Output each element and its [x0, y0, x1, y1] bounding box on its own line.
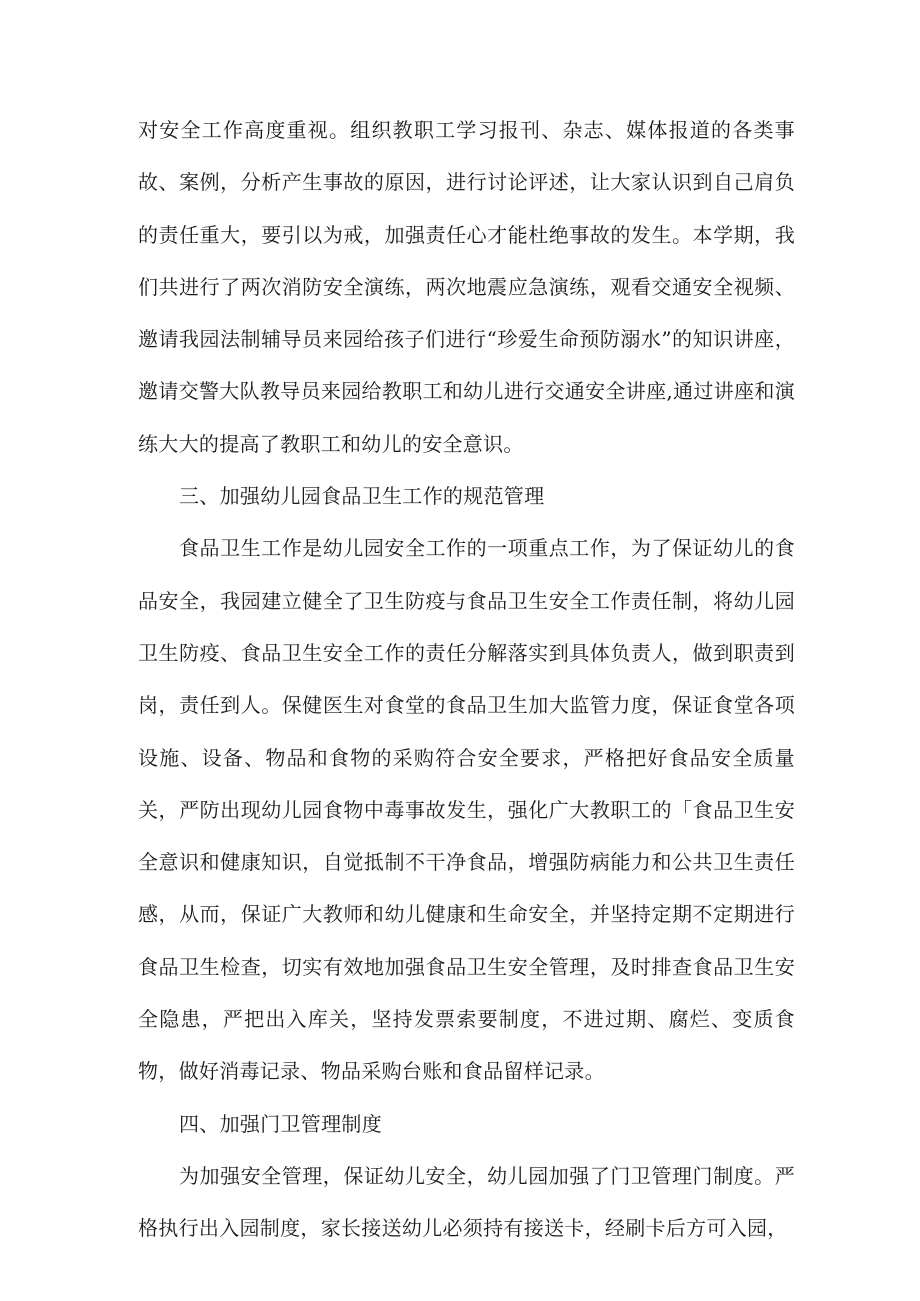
paragraph-safety-training: 对安全工作高度重视。组织教职工学习报刊、杂志、媒体报道的各类事故、案例，分析产生事故的原因，进行讨论评述，让大家认识到自己肩负的责任重大，要引以为戒，加强责任心才能杜绝事故的发生。本学期，我们共进行了两次消防安全演练，两次地震应急演练，观看交通安全视频、邀请我园法制辅导员来园给孩子们进行“珍爱生命预防溺水”的知识讲座，邀请交警大队教导员来园给教职工和幼儿进行交通安全讲座,通过讲座和演练大大的提高了教职工和幼儿的安全意识。	[138, 118, 795, 456]
paragraph-gate-management: 为加强安全管理，保证幼儿安全，幼儿园加强了门卫管理门制度。严格执行出入园制度，家长接送幼儿必须持有接送卡，经刷卡后方可入园，	[138, 1163, 795, 1241]
document-body	[138, 104, 795, 1255]
paragraph-food-hygiene: 食品卫生工作是幼儿园安全工作的一项重点工作，为了保证幼儿的食品安全，我园建立健全了卫生防疫与食品卫生安全工作责任制，将幼儿园卫生防疫、食品卫生安全工作的责任分解落实到具体负责人，做到职责到岗，责任到人。保健医生对食堂的食品卫生加大监管力度，保证食堂各项设施、设备、物品和食物的采购符合安全要求，严格把好食品安全质量关，严防出现幼儿园食物中毒事故发生，强化广大教职工的「食品卫生安全意识和健康知识，自觉抵制不干净食品，增强防病能力和公共卫生责任感，从而，保证广大教师和幼儿健康和生命安全，并坚持定期不定期进行食品卫生检查，切实有效地加强食品卫生安全管理，及时排查食品卫生安全隐患，严把出入库关，坚持发票索要制度，不进过期、腐烂、变质食物，做好消毒记录、物品采购台账和食品留样记录。	[138, 536, 795, 1084]
section-heading-food-hygiene: 三、加强幼儿园食品卫生工作的规范管理	[179, 484, 545, 509]
section-heading-gate-management: 四、加强门卫管理制度	[179, 1111, 382, 1136]
